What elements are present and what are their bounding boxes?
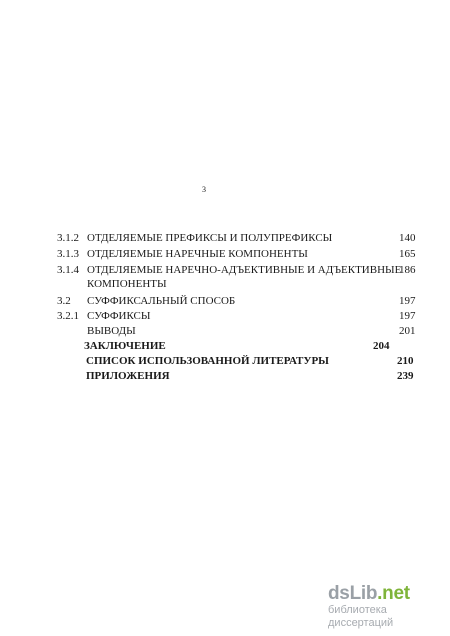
toc-page: 204 [373, 340, 390, 352]
toc-page: 210 [397, 355, 414, 367]
toc-page: 140 [399, 232, 416, 244]
watermark-logo [328, 584, 440, 604]
toc-title: ОТДЕЛЯЕМЫЕ ПРЕФИКСЫ И ПОЛУПРЕФИКСЫ [87, 232, 333, 244]
toc-page: 186 [399, 264, 416, 276]
toc-title: СПИСОК ИСПОЛЬЗОВАННОЙ ЛИТЕРАТУРЫ [86, 355, 329, 367]
watermark [328, 584, 440, 630]
toc-page: 239 [397, 370, 414, 382]
toc-page: 201 [399, 325, 416, 337]
toc-title-continued: КОМПОНЕНТЫ [87, 278, 167, 290]
toc-title: СУФФИКСАЛЬНЫЙ СПОСОБ [87, 295, 236, 307]
toc-section-number: 3.1.2 [57, 232, 79, 244]
toc-page: 165 [399, 248, 416, 260]
toc-page: 197 [399, 310, 416, 322]
watermark-tagline: библиотека диссертаций [328, 604, 394, 629]
page-number: 3 [202, 185, 206, 194]
toc-title: ПРИЛОЖЕНИЯ [86, 370, 170, 382]
toc-title: ЗАКЛЮЧЕНИЕ [84, 340, 166, 352]
toc-section-number: 3.2.1 [57, 310, 79, 322]
toc-section-number: 3.2 [57, 295, 71, 307]
toc-title: ВЫВОДЫ [87, 325, 136, 337]
toc-section-number: 3.1.3 [57, 248, 79, 260]
toc-page: 197 [399, 295, 416, 307]
toc-title: ОТДЕЛЯЕМЫЕ НАРЕЧНО-АДЪЕКТИВНЫЕ И АДЪЕКТИВНЫЕ [87, 264, 402, 276]
watermark-brand: dsLib [328, 583, 378, 604]
toc-section-number: 3.1.4 [57, 264, 79, 276]
toc-title: ОТДЕЛЯЕМЫЕ НАРЕЧНЫЕ КОМПОНЕНТЫ [87, 248, 308, 260]
watermark-ext: .net [377, 583, 410, 604]
toc-title: СУФФИКСЫ [87, 310, 151, 322]
